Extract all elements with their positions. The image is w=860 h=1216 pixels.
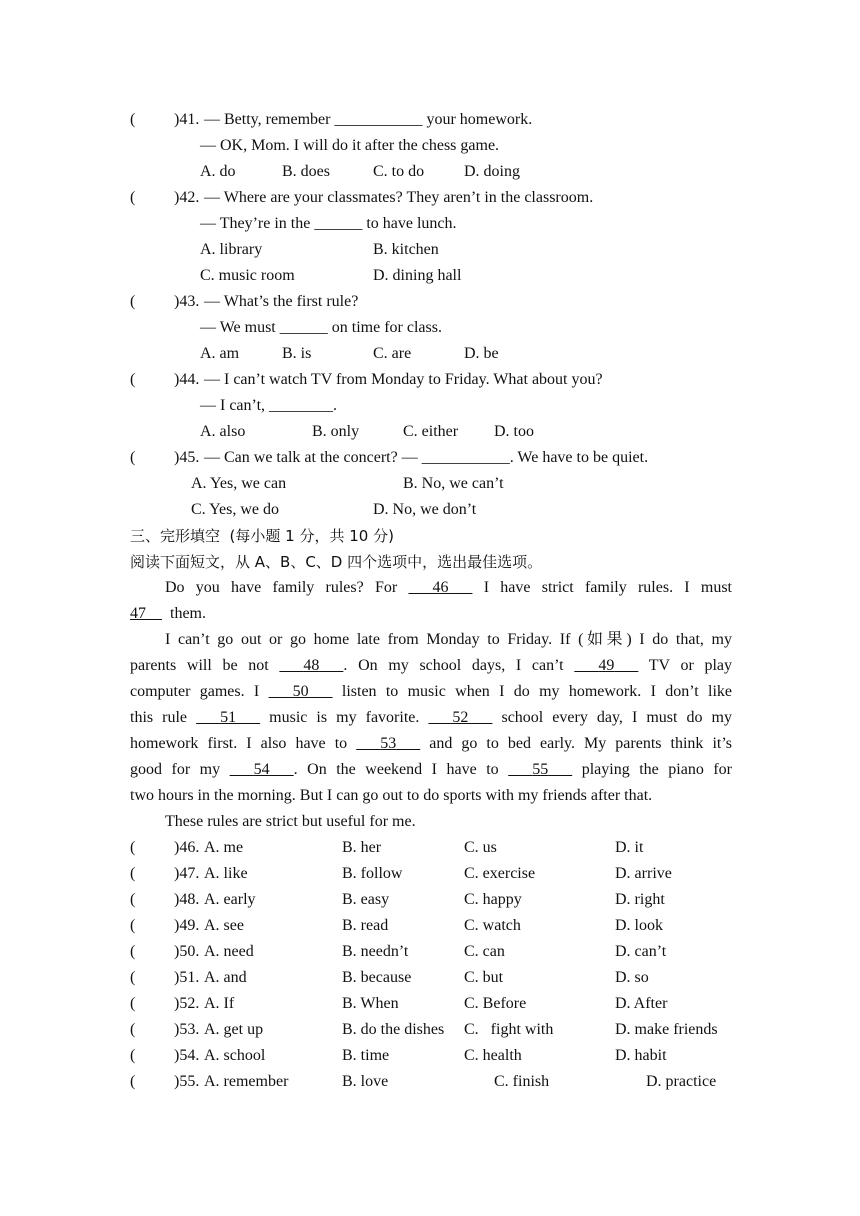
option-c[interactable]: C. are — [373, 345, 412, 362]
question-text: — Where are your classmates? They aren’t in the classroom. — [204, 189, 594, 206]
blank-number: 53 — [380, 735, 397, 752]
question-text: — Can we talk at the concert? — ___________. We have to be quiet. — [204, 449, 649, 466]
option-a[interactable]: A. also — [200, 423, 246, 440]
blank-number: 46 — [432, 579, 449, 596]
passage-line — [130, 760, 732, 780]
passage-line — [130, 682, 732, 702]
blank-47[interactable] — [130, 605, 162, 622]
option-c[interactable]: C. watch — [464, 917, 521, 934]
option-d[interactable]: D. it — [615, 839, 644, 856]
blank-number: 49 — [598, 657, 615, 674]
answer-bracket[interactable]: ( — [130, 839, 136, 856]
answer-bracket[interactable]: ( — [130, 891, 136, 908]
answer-bracket[interactable]: ( — [130, 1021, 136, 1038]
question-number: )54. — [174, 1047, 200, 1064]
answer-bracket[interactable]: ( — [130, 1073, 136, 1090]
option-a[interactable]: A. Yes, we can — [191, 475, 287, 492]
question-number: )45. — [174, 449, 200, 466]
option-d[interactable]: D. After — [615, 995, 668, 1012]
option-b[interactable]: B. When — [342, 995, 399, 1012]
blank-number: 50 — [292, 683, 309, 700]
option-d[interactable]: D. so — [615, 969, 649, 986]
question-number: )51. — [174, 969, 200, 986]
option-c[interactable]: C. health — [464, 1047, 522, 1064]
option-d[interactable]: D. No, we don’t — [373, 501, 477, 518]
blank-number: 47 — [130, 605, 146, 622]
option-c[interactable]: C. finish — [494, 1073, 550, 1090]
passage-text: computer games. I — [130, 683, 260, 700]
passage-text: listen to music when I do my homework. I don’t like — [341, 683, 732, 700]
option-a[interactable]: A. remember — [204, 1073, 289, 1090]
option-c[interactable]: C. happy — [464, 891, 522, 908]
answer-bracket[interactable]: ( — [130, 1047, 136, 1064]
question-number: )50. — [174, 943, 200, 960]
question-response: — We must ______ on time for class. — [200, 319, 442, 336]
option-d[interactable]: D. practice — [646, 1073, 717, 1090]
blank-53[interactable] — [356, 735, 420, 752]
section-instruction: 阅读下面短文，从 A、B、C、D 四个选项中，选出最佳选项。 — [130, 553, 543, 571]
answer-bracket[interactable]: ( — [130, 293, 136, 310]
option-b[interactable]: B. easy — [342, 891, 390, 908]
passage-text: I have strict family rules. I must — [483, 579, 733, 596]
option-a[interactable]: A. school — [204, 1047, 266, 1064]
option-d[interactable]: D. arrive — [615, 865, 672, 882]
option-b[interactable]: B. her — [342, 839, 382, 856]
question-text: — I can’t watch TV from Monday to Friday. What about you? — [204, 371, 603, 388]
question-response: — I can’t, ________. — [200, 397, 338, 414]
option-d[interactable]: D. dining hall — [373, 267, 462, 284]
option-a[interactable]: A. early — [204, 891, 256, 908]
passage-text: music is my favorite. — [269, 709, 420, 726]
blank-48[interactable] — [279, 657, 343, 674]
passage-text: . On the weekend I have to — [293, 761, 499, 778]
blank-55[interactable] — [508, 761, 572, 778]
passage-text: I can’t go out or go home late from Monday to Friday. If (如果) I do that, my — [165, 631, 732, 648]
option-d[interactable]: D. can’t — [615, 943, 667, 960]
passage-text: homework first. I also have to — [130, 735, 348, 752]
passage-line — [165, 630, 732, 650]
passage-text: playing the piano for — [581, 761, 733, 778]
passage-text: them. — [170, 605, 206, 622]
option-c[interactable]: C. fight with — [464, 1021, 554, 1038]
question-number: )42. — [174, 189, 200, 206]
option-b[interactable]: B. needn’t — [342, 943, 409, 960]
option-d[interactable]: D. look — [615, 917, 663, 934]
passage-line — [130, 734, 732, 754]
option-d[interactable]: D. make friends — [615, 1021, 718, 1038]
question-number: )46. — [174, 839, 200, 856]
option-a[interactable]: A. and — [204, 969, 247, 986]
option-b[interactable]: B. does — [282, 163, 330, 180]
option-c[interactable]: C. us — [464, 839, 497, 856]
blank-number: 51 — [220, 709, 237, 726]
option-b[interactable]: B. read — [342, 917, 389, 934]
passage-text: Do you have family rules? For — [165, 579, 398, 596]
option-a[interactable]: A. do — [200, 163, 236, 180]
passage-text: this rule — [130, 709, 188, 726]
question-number: )41. — [174, 111, 200, 128]
option-a[interactable]: A. am — [200, 345, 240, 362]
passage-line — [130, 656, 732, 676]
blank-number: 55 — [532, 761, 549, 778]
passage-line — [165, 578, 732, 598]
option-a[interactable]: A. see — [204, 917, 244, 934]
option-c[interactable]: C. can — [464, 943, 505, 960]
question-number: )47. — [174, 865, 200, 882]
blank-number: 52 — [452, 709, 469, 726]
answer-bracket[interactable]: ( — [130, 189, 136, 206]
passage-line: two hours in the morning. But I can go out to do sports with my friends after that. — [130, 787, 653, 804]
section-title: 三、完形填空 (每小题 1 分，共 10 分) — [130, 527, 394, 545]
question-number: )48. — [174, 891, 200, 908]
answer-bracket[interactable]: ( — [130, 969, 136, 986]
passage-line: These rules are strict but useful for me. — [165, 813, 416, 830]
option-a[interactable]: A. If — [204, 995, 235, 1012]
passage-line — [130, 604, 206, 624]
option-b[interactable]: B. time — [342, 1047, 390, 1064]
passage-text: . On my school days, I can’t — [343, 657, 564, 674]
passage-text: parents will be not — [130, 657, 269, 674]
question-number: )53. — [174, 1021, 200, 1038]
option-c[interactable]: C. exercise — [464, 865, 536, 882]
option-d[interactable]: D. be — [464, 345, 499, 362]
option-a[interactable]: A. get up — [204, 1021, 264, 1038]
option-b[interactable]: B. No, we can’t — [403, 475, 504, 492]
option-d[interactable]: D. doing — [464, 163, 520, 180]
question-number: )44. — [174, 371, 200, 388]
option-a[interactable]: A. need — [204, 943, 254, 960]
option-c[interactable]: C. either — [403, 423, 459, 440]
passage-text: good for my — [130, 761, 221, 778]
question-number: )55. — [174, 1073, 200, 1090]
option-a[interactable]: A. me — [204, 839, 244, 856]
option-c[interactable]: C. Before — [464, 995, 527, 1012]
passage-text: TV or play — [648, 657, 733, 674]
passage-line — [130, 708, 732, 728]
question-text: — Betty, remember ___________ your homework. — [204, 111, 533, 128]
option-d[interactable]: D. habit — [615, 1047, 667, 1064]
option-b[interactable]: B. love — [342, 1073, 389, 1090]
option-b[interactable]: B. do the dishes — [342, 1021, 445, 1038]
option-a[interactable]: A. like — [204, 865, 248, 882]
blank-50[interactable] — [269, 683, 333, 700]
option-a[interactable]: A. library — [200, 241, 263, 258]
question-number: )49. — [174, 917, 200, 934]
option-c[interactable]: C. but — [464, 969, 504, 986]
blank-51[interactable] — [196, 709, 260, 726]
option-b[interactable]: B. is — [282, 345, 312, 362]
option-b[interactable]: B. kitchen — [373, 241, 439, 258]
passage-text: and go to bed early. My parents think it’s — [429, 735, 733, 752]
option-b[interactable]: B. only — [312, 423, 360, 440]
blank-46[interactable] — [408, 579, 472, 596]
answer-bracket[interactable]: ( — [130, 865, 136, 882]
option-c[interactable]: C. to do — [373, 163, 425, 180]
answer-bracket[interactable]: ( — [130, 111, 136, 128]
option-c[interactable]: C. music room — [200, 267, 295, 284]
question-number: )43. — [174, 293, 200, 310]
option-c[interactable]: C. Yes, we do — [191, 501, 280, 518]
answer-bracket[interactable]: ( — [130, 449, 136, 466]
option-b[interactable]: B. follow — [342, 865, 403, 882]
blank-52[interactable] — [428, 709, 492, 726]
question-response: — OK, Mom. I will do it after the chess game. — [200, 137, 500, 154]
blank-54[interactable] — [230, 761, 294, 778]
answer-bracket[interactable]: ( — [130, 995, 136, 1012]
blank-number: 54 — [253, 761, 270, 778]
answer-bracket[interactable]: ( — [130, 371, 136, 388]
passage-text: school every day, I must do my — [501, 709, 733, 726]
question-text: — What’s the first rule? — [204, 293, 359, 310]
blank-49[interactable] — [574, 657, 638, 674]
question-number: )52. — [174, 995, 200, 1012]
question-response: — They’re in the ______ to have lunch. — [200, 215, 457, 232]
answer-bracket[interactable]: ( — [130, 943, 136, 960]
option-b[interactable]: B. because — [342, 969, 412, 986]
blank-number: 48 — [303, 657, 320, 674]
answer-bracket[interactable]: ( — [130, 917, 136, 934]
option-d[interactable]: D. right — [615, 891, 665, 908]
option-d[interactable]: D. too — [494, 423, 534, 440]
